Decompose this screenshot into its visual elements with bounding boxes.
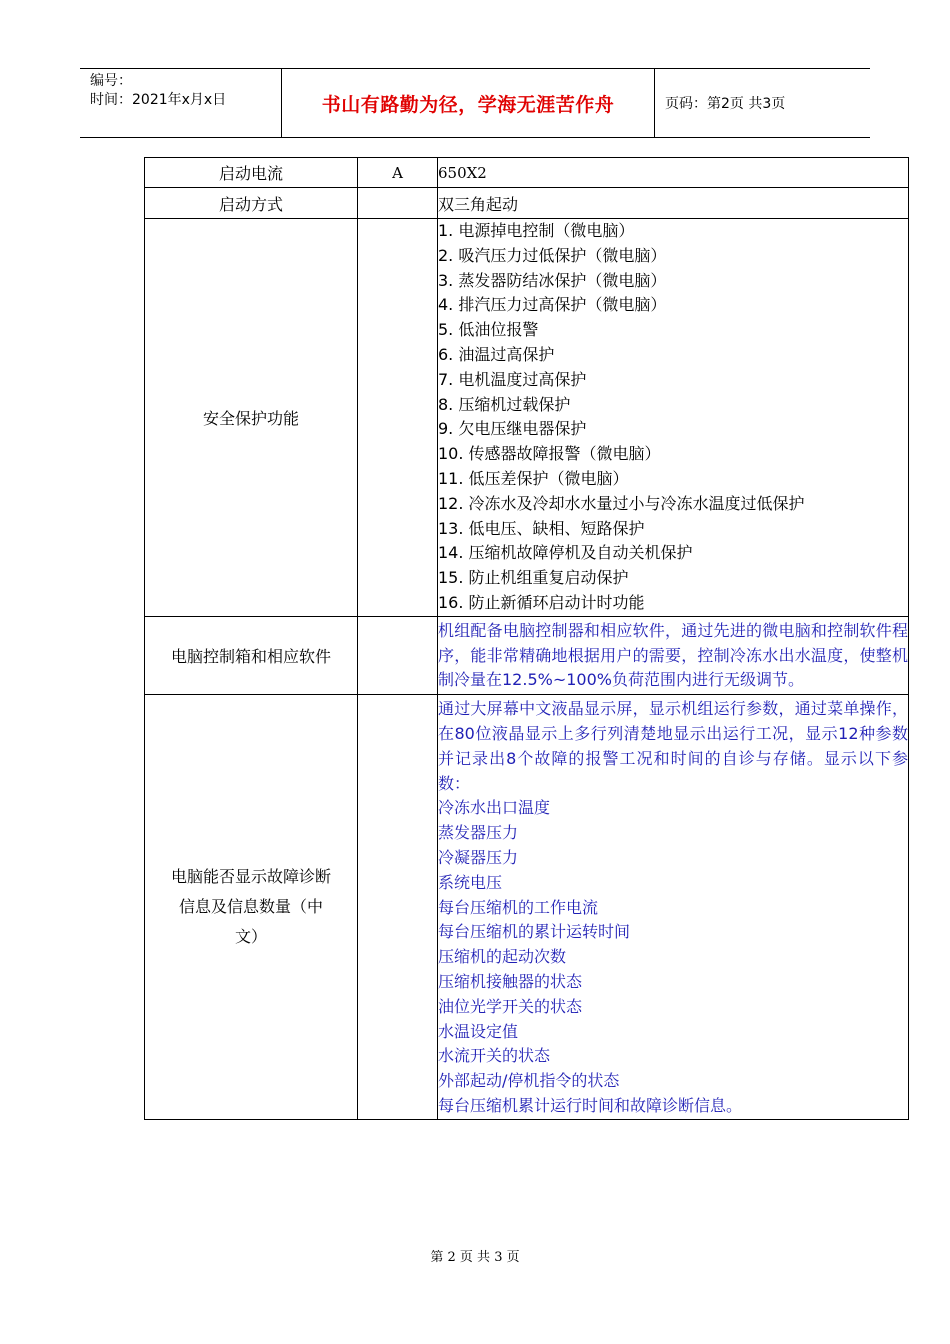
list-item: 7. 电机温度过高保护 [438,369,587,389]
diagnostics-label-line: 信息及信息数量（中 [178,896,323,916]
diagnostics-intro: 通过大屏幕中文液晶显示屏，显示机组运行参数，通过菜单操作，在80位液晶显示上多行列清楚地显示出运行工况，显示12种参数并记录出8个故障的报警工况和时间的自诊与存储。显示以下参数： [438,699,908,793]
list-item: 油位光学开关的状态 [438,996,583,1016]
diagnostics-label-line: 电脑能否显示故障诊断 [170,866,331,886]
list-item: 1. 电源掉电控制（微电脑） [438,221,635,240]
motto-text: 书山有路勤为径，学海无涯苦作舟 [321,93,615,116]
document-header [80,68,870,138]
list-item: 冷凝器压力 [438,847,519,867]
start-current-label: 启动电流 [145,158,358,188]
header-page-cell [655,69,870,137]
list-item: 冷冻水出口温度 [438,798,551,818]
spec-table [144,157,909,1120]
list-item: 每台压缩机的工作电流 [438,897,599,917]
list-item: 14. 压缩机故障停机及自动关机保护 [438,543,693,563]
start-method-label: 启动方式 [145,188,358,219]
table-row-software [145,616,909,694]
list-item: 5. 低油位报警 [438,320,539,340]
table-row-start-current [145,158,909,188]
list-item: 6. 油温过高保护 [438,344,555,364]
list-item: 每台压缩机累计运行时间和故障诊断信息。 [438,1095,743,1115]
table-row-diagnostics [145,695,909,1120]
page-footer: 第 2 页 共 3 页 [430,1250,520,1265]
header-meta-cell [80,69,282,137]
list-item: 系统电压 [438,872,503,892]
time-label: 时间：2021年x月x日 [90,92,227,108]
list-item: 每台压缩机的累计运转时间 [438,922,631,942]
list-item: 3. 蒸发器防结冰保护（微电脑） [438,270,667,290]
list-item: 12. 冷冻水及冷却水水量过小与冷冻水温度过低保护 [438,493,805,513]
start-method-value: 双三角起动 [438,188,909,219]
diagnostics-label-line: 文） [234,926,267,946]
list-item: 16. 防止新循环启动计时功能 [438,592,645,612]
table-row-safety [145,219,909,617]
list-item: 压缩机的起动次数 [438,947,567,967]
start-current-unit: A [358,158,438,188]
list-item: 8. 压缩机过载保护 [438,394,571,414]
diagnostics-unit [358,695,438,1120]
list-item: 蒸发器压力 [438,823,519,843]
list-item: 15. 防止机组重复启动保护 [438,568,629,588]
list-item: 11. 低压差保护（微电脑） [438,468,629,488]
diagnostics-label [145,695,358,1120]
list-item: 外部起动/停机指令的状态 [438,1071,620,1091]
header-motto-cell [282,69,655,137]
safety-label: 安全保护功能 [145,219,358,617]
number-label: 编号： [90,73,132,89]
software-unit [358,616,438,694]
start-method-unit [358,188,438,219]
start-current-value: 650X2 [438,158,909,188]
list-item: 水流开关的状态 [438,1046,551,1066]
diagnostics-value [438,695,909,1120]
table-row-start-method [145,188,909,219]
software-label: 电脑控制箱和相应软件 [145,616,358,694]
software-text: 机组配备电脑控制器和相应软件，通过先进的微电脑和控制软件程序，能非常精确地根据用户的需要，控制冷冻水出水温度，使整机制冷量在12.5%~100%负荷范围内进行无级调节。 [438,620,908,690]
list-item: 4. 排汽压力过高保护（微电脑） [438,295,667,315]
list-item: 13. 低电压、缺相、短路保护 [438,518,645,538]
safety-unit [358,219,438,617]
list-item: 9. 欠电压继电器保护 [438,419,587,439]
page-info: 页码：第2页 共3页 [665,96,786,112]
list-item: 10. 传感器故障报警（微电脑） [438,444,661,464]
list-item: 2. 吸汽压力过低保护（微电脑） [438,245,667,265]
list-item: 压缩机接触器的状态 [438,971,583,991]
software-value [438,616,909,694]
list-item: 水温设定值 [438,1021,519,1041]
safety-list [438,219,909,617]
